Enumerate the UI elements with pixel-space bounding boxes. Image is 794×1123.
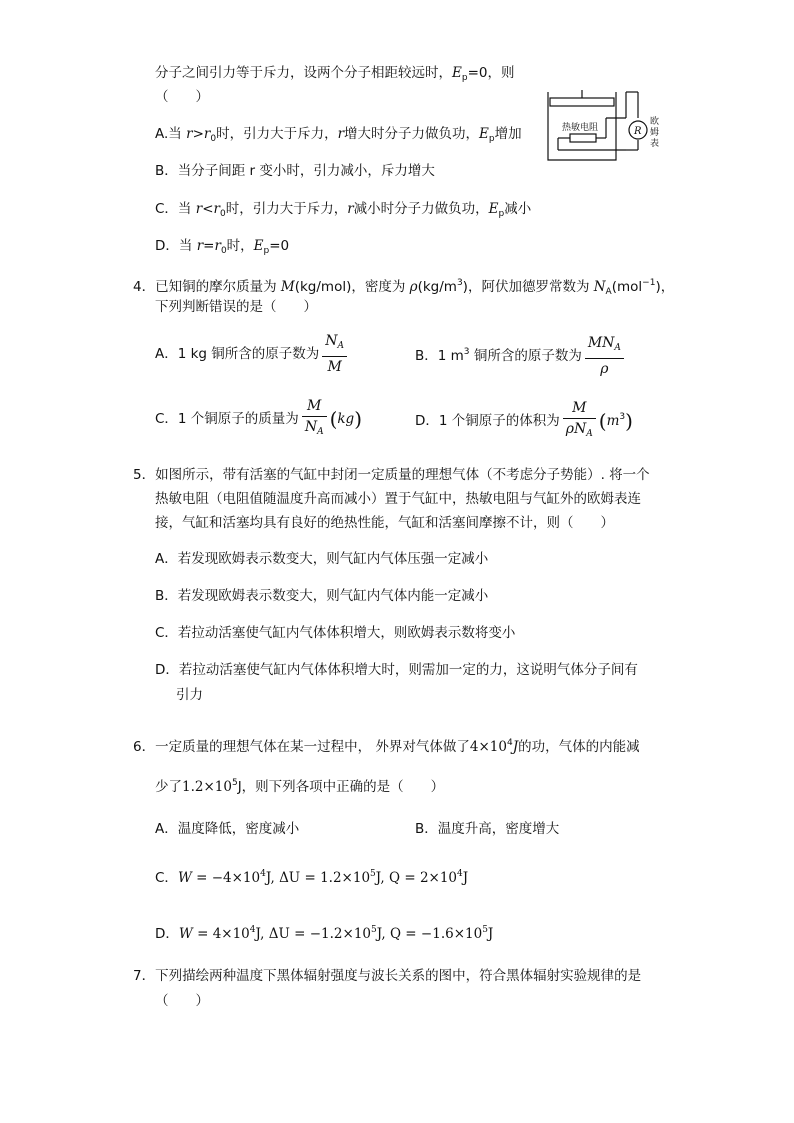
meter-label-3: 表 (650, 139, 660, 149)
q4-option-b-fraction: $\frac{MN_A}{\rho}$ (585, 334, 624, 378)
q4-stem-line2: 下列判断错误的是（ ） (155, 299, 317, 315)
q7-stem-line1: 7．下列描绘两种温度下黑体辐射强度与波长关系的图中，符合黑体辐射实验规律的是 (133, 968, 642, 984)
q6-stem-line1: 6．一定质量的理想气体在某一过程中， 外界对气体做了$4\times 10^4J$的功，气体的内能减 (133, 738, 640, 755)
q3-option-d: D．当 $r=r_0$时，$E_p=0$ (155, 238, 290, 256)
q5-stem-line1: 5．如图所示，带有活塞的气缸中封闭一定质量的理想气体（不考虑分子势能）. 将一个 (133, 467, 650, 483)
q5-option-b: B．若发现欧姆表示数变大，则气缸内气体内能一定减小 (155, 588, 489, 604)
q6-option-c: C．$W = -4\times 10^4J$, $\Delta U = 1.2\times 10^5J$, $Q = 2\times 10^4J$ (155, 869, 469, 886)
q5-option-d-cont: 引力 (176, 687, 203, 703)
q3-option-b: B．当分子间距 r 变小时，引力减小，斥力增大 (155, 163, 435, 179)
q3-stem: 分子之间引力等于斥力，设两个分子相距较远时，$E_p=0$，则 (155, 65, 515, 83)
q3-option-c: C．当 $r<r_0$时，引力大于斥力，r减小时分子力做负功，$E_p$减小 (155, 201, 532, 219)
thermistor (570, 134, 596, 142)
q6-stem-line2: 少了$1.2\times 10^5J$，则下列各项中正确的是（ ） (155, 778, 445, 795)
q5-option-c: C．若拉动活塞使气缸内气体体积增大，则欧姆表示数将变小 (155, 625, 516, 641)
q4-option-b: B．1 $m^3$ 铜所含的原子数为 $\frac{MN_A}{\rho}$ (415, 332, 627, 378)
q3-option-a: A.当 $r>r_0$时，引力大于斥力，r增大时分子力做负功，$E_p$增加 (155, 126, 522, 144)
q4-option-a: A．1 kg 铜所含的原子数为 $\frac{N_A}{M}$ (155, 332, 350, 376)
meter-symbol: R (634, 126, 642, 137)
q4-option-c-fraction: $\frac{M}{N_A}$ (302, 397, 327, 441)
cylinder-ohmmeter-diagram (544, 88, 664, 164)
piston (550, 98, 614, 106)
q4-option-c: C．1 个铜原子的质量为 $\frac{M}{N_A}$ (kg) (155, 397, 362, 441)
q6-option-a: A．温度降低，密度减小 (155, 821, 300, 837)
q5-option-a: A．若发现欧姆表示数变大，则气缸内气体压强一定减小 (155, 551, 489, 567)
thermistor-label: 热敏电阻 (562, 123, 599, 133)
q4-option-d: D．1 个铜原子的体积为 $\frac{M}{\rho N_A}$ $(m^3)$ (415, 397, 633, 443)
q5-option-d: D．若拉动活塞使气缸内气体体积增大时，则需加一定的力，这说明气体分子间有 (155, 662, 638, 678)
q5-stem-line3: 接，气缸和活塞均具有良好的绝热性能，气缸和活塞间摩擦不计，则（ ） (155, 515, 614, 531)
q3-blank: （ ） (155, 89, 209, 105)
meter-label-2: 姆 (650, 128, 660, 138)
q6-option-b: B．温度升高，密度增大 (415, 821, 560, 837)
q6-option-d: D．$W = 4\times 10^4J$, $\Delta U = -1.2\times 10^5J$, $Q = -1.6\times 10^5J$ (155, 925, 494, 942)
q4-option-d-fraction: $\frac{M}{\rho N_A}$ (563, 399, 596, 443)
q5-stem-line2: 热敏电阻（电阻值随温度升高而减小）置于气缸中，热敏电阻与气缸外的欧姆表连 (155, 491, 641, 507)
meter-label-1: 欧 (650, 117, 660, 127)
q4-option-a-fraction: $\frac{N_A}{M}$ (322, 332, 347, 376)
q4-stem: 4．已知铜的摩尔质量为 M(kg/mol)，密度为 $\rho(kg/m^3)$，阿伏加德罗常数为 $N_A(mol^{-1})$， (133, 278, 675, 297)
q7-stem-line2: （ ） (155, 993, 209, 1009)
